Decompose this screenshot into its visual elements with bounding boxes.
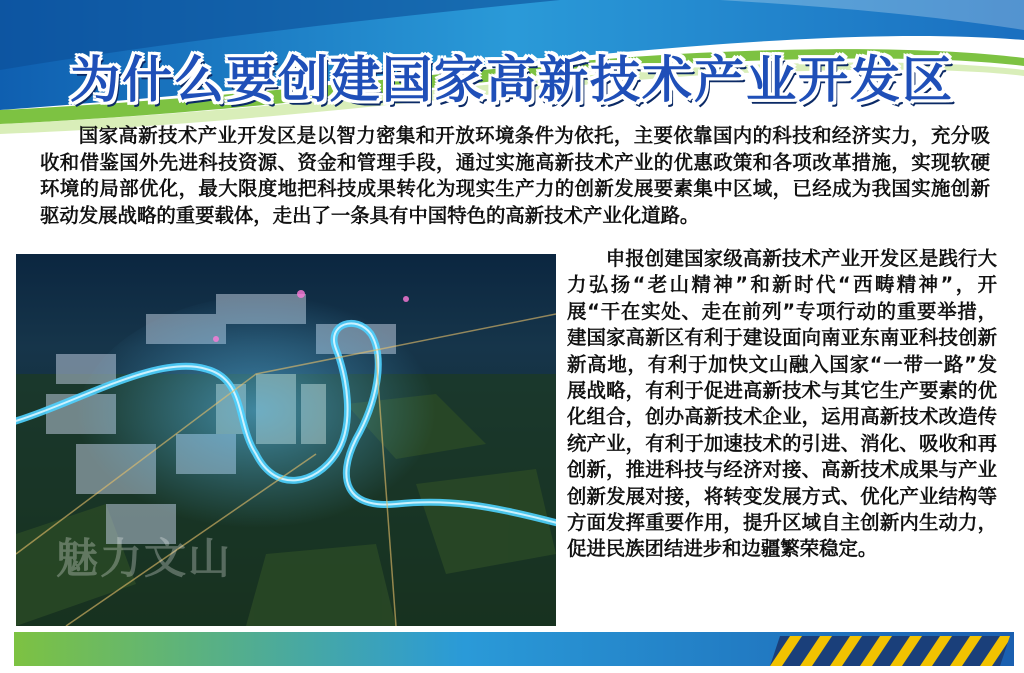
bottom-decor-bar: [0, 630, 1024, 673]
photo-watermark: 魅力文山: [56, 534, 233, 583]
intro-paragraph: 国家高新技术产业开发区是以智力密集和开放环境条件为依托，主要依靠国内的科技和经济实力，充分吸收和借鉴国外先进科技资源、资金和管理手段，通过实施高新技术产业的优惠政策和各项改革措施，实现软硬环境的局部优化，最大限度地把科技成果转化为现实生产力的创新发展要素集中区域，已经成为我国实施创新驱动发展战略的重要载体，走出了一条具有中国特色的高新技术产业化道路。: [40, 124, 990, 227]
aerial-city-photo: [16, 254, 556, 626]
side-paragraph: 申报创建国家级高新技术产业开发区是践行大力弘扬“老山精神”和新时代“西畴精神”，开展“干在实处、走在前列”专项行动的重要举措，建国家高新区有利于建设面向南亚东南亚科技创新新高地，有利于加快文山融入国家“一带一路”发展战略，有利于促进高新技术与其它生产要素的优化组合，创办高新技术企业，运用高新技术改造传统产业，有利于加速技术的引进、消化、吸收和再创新，推进科技与经济对接、高新技术成果与产业创新发展对接，将转变发展方式、优化产业结构等方面发挥重要作用，提升区域自主创新内生动力，促进民族团结进步和边疆繁荣稳定。: [567, 247, 997, 561]
page-title: 为什么要创建国家高新技术产业开发区: [70, 51, 954, 109]
